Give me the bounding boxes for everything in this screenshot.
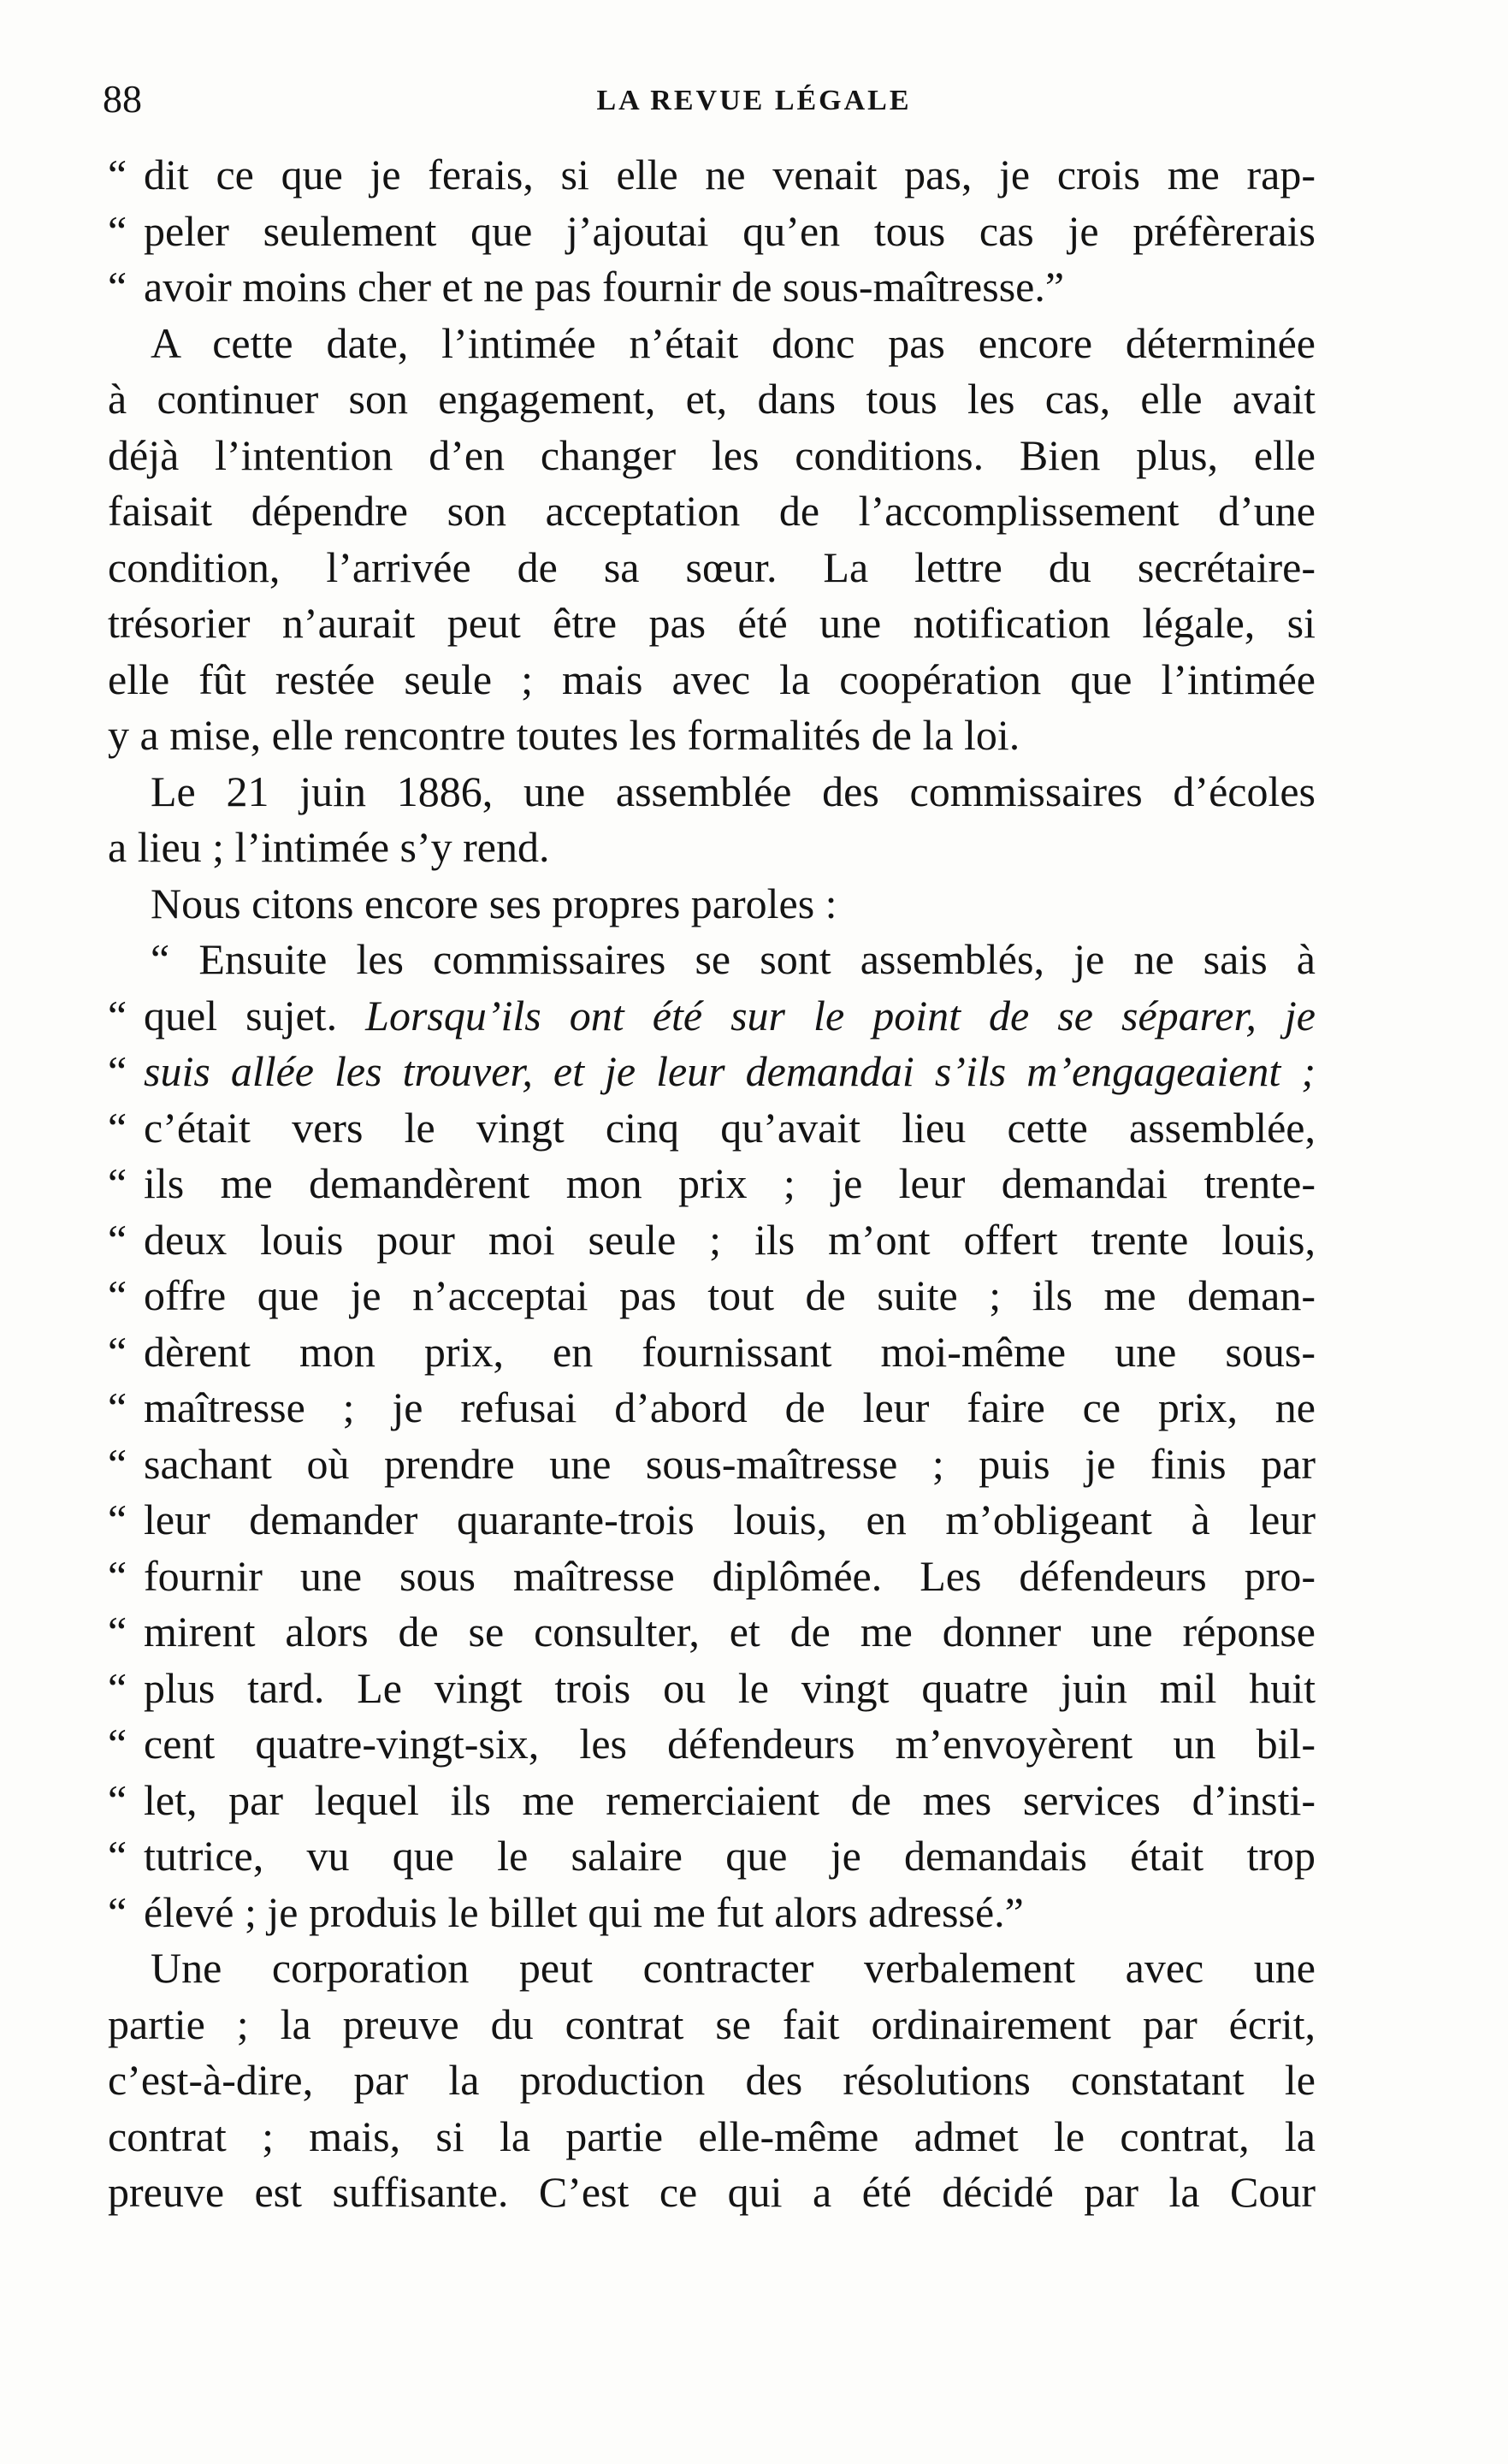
paragraph xyxy=(108,876,1316,933)
text-line xyxy=(108,1997,1316,2053)
line-text: c’était vers le vingt cinq qu’avait lieu cette assemblée, xyxy=(144,1103,1316,1152)
line-text: tutrice, vu que le salaire que je demandais était trop xyxy=(144,1832,1316,1880)
quotation-mark: “ xyxy=(108,206,127,255)
text-line xyxy=(108,204,1316,260)
line-text: Le 21 juin 1886, une assemblée des commissaires d’écoles xyxy=(108,767,1316,815)
line-text: let, par lequel ils me remerciaient de mes services d’insti- xyxy=(144,1775,1316,1824)
text-line xyxy=(108,1604,1316,1661)
line-text: dit ce que je ferais, si elle ne venait pas, je crois me rap- xyxy=(144,151,1316,198)
line-text: y a mise, elle rencontre toutes les formalités de la loi. xyxy=(108,711,1020,759)
line-text: c’est-à-dire, par la production des résolutions constatant le xyxy=(108,2056,1316,2104)
text-line xyxy=(108,1492,1316,1549)
quotation-mark: “ xyxy=(108,1551,127,1600)
line-text: élevé ; je produis le billet qui me fut alors adressé.” xyxy=(144,1887,1024,1936)
line-text: faisait dépendre son acceptation de l’accomplissement d’une xyxy=(108,487,1316,535)
line-text: sachant où prendre une sous-maîtresse ; puis je finis par xyxy=(144,1439,1316,1488)
line-text: contrat ; mais, si la partie elle-même admet le contrat, la xyxy=(108,2112,1316,2160)
text-line xyxy=(108,1661,1316,1717)
line-text: condition, l’arrivée de sa sœur. La lettre du secrétaire- xyxy=(108,542,1316,591)
quotation-mark: “ xyxy=(108,1496,127,1543)
text-line xyxy=(108,1212,1316,1269)
line-text: dèrent mon prix, en fournissant moi-même une sous- xyxy=(144,1327,1316,1376)
quotation-mark: “ xyxy=(108,991,127,1040)
text-line xyxy=(108,1549,1316,1605)
line-text: cent quatre-vingt-six, les défendeurs m’envoyèrent un bil- xyxy=(144,1720,1316,1768)
line-text: offre que je n’acceptai pas tout de suite ; ils me deman- xyxy=(144,1271,1316,1319)
line-text: ils me demandèrent mon prix ; je leur demandai trente- xyxy=(144,1159,1316,1207)
paragraph xyxy=(108,764,1316,876)
line-text: maîtresse ; je refusai d’abord de leur faire ce prix, ne xyxy=(144,1383,1316,1431)
quotation-mark: “ xyxy=(108,1608,127,1656)
line-text: partie ; la preuve du contrat se fait ordinairement par écrit, xyxy=(108,1999,1316,2048)
text-line xyxy=(108,1828,1316,1885)
text-line xyxy=(108,1380,1316,1436)
quotation-mark: “ xyxy=(108,1775,127,1824)
text-line xyxy=(108,1100,1316,1157)
text-line xyxy=(108,764,1316,820)
text-line xyxy=(108,2165,1316,2221)
text-line xyxy=(108,2109,1316,2165)
paragraph xyxy=(108,147,1316,316)
text-line xyxy=(108,708,1316,764)
quotation-mark: “ xyxy=(108,1327,127,1376)
text-line xyxy=(108,316,1316,372)
text-line xyxy=(108,1268,1316,1324)
text-line xyxy=(108,876,1316,933)
quotation-mark: “ xyxy=(108,1215,127,1264)
page-number: 88 xyxy=(103,77,142,121)
line-text: deux louis pour moi seule ; ils m’ont offert trente louis, xyxy=(144,1215,1316,1264)
line-text: leur demander quarante-trois louis, en m’obligeant à leur xyxy=(144,1496,1316,1543)
line-text: avoir moins cher et ne pas fournir de sous-maîtresse.” xyxy=(144,263,1065,311)
text-line xyxy=(108,595,1316,652)
text-line xyxy=(108,1773,1316,1829)
quotation-mark: “ xyxy=(108,1271,127,1319)
text-line xyxy=(108,483,1316,540)
line-text: quel sujet. xyxy=(144,991,366,1040)
quotation-mark: “ xyxy=(108,263,127,311)
quotation-mark: “ xyxy=(108,1832,127,1880)
text-line xyxy=(108,988,1316,1045)
paragraph xyxy=(108,932,1316,1940)
quotation-mark: “ xyxy=(108,151,127,198)
line-text: peler seulement que j’ajoutai qu’en tous cas je préfèrerais xyxy=(144,206,1316,255)
text-line xyxy=(108,820,1316,876)
line-text: preuve est suffisante. C’est ce qui a été décidé par la Cour xyxy=(108,2168,1316,2216)
text-line xyxy=(108,1885,1316,1941)
line-text: A cette date, l’intimée n’était donc pas encore déterminée xyxy=(108,318,1316,367)
line-text: à continuer son engagement, et, dans tous les cas, elle avait xyxy=(108,375,1316,423)
quotation-mark: “ xyxy=(108,1383,127,1431)
line-text: Une corporation peut contracter verbalement avec une xyxy=(108,1944,1316,1992)
text-line xyxy=(108,428,1316,484)
page-header xyxy=(0,74,1508,125)
quotation-mark: “ xyxy=(108,1663,127,1712)
text-line xyxy=(108,1324,1316,1381)
quotation-mark: “ xyxy=(108,1047,127,1095)
text-line xyxy=(108,540,1316,596)
running-title: LA REVUE LÉGALE xyxy=(596,85,912,116)
italic-text: Lorsqu’ils ont été sur le point de se séparer, je xyxy=(365,991,1316,1040)
text-line xyxy=(108,652,1316,708)
line-text: fournir une sous maîtresse diplômée. Les défendeurs pro- xyxy=(144,1551,1316,1600)
quotation-mark: “ xyxy=(108,1103,127,1152)
text-line xyxy=(108,1156,1316,1212)
body-text xyxy=(108,147,1316,2221)
line-text: déjà l’intention d’en changer les conditions. Bien plus, elle xyxy=(108,430,1316,479)
line-text: “ Ensuite les commissaires se sont assemblés, je ne sais à xyxy=(108,935,1316,983)
quotation-mark: “ xyxy=(108,1439,127,1488)
line-text: plus tard. Le vingt trois ou le vingt quatre juin mil huit xyxy=(144,1663,1316,1712)
quotation-mark: “ xyxy=(108,1159,127,1207)
quotation-mark: “ xyxy=(108,1720,127,1768)
line-text: a lieu ; l’intimée s’y rend. xyxy=(108,823,550,871)
text-line xyxy=(108,1716,1316,1773)
text-line xyxy=(108,1940,1316,1997)
text-line xyxy=(108,2052,1316,2109)
italic-text: suis allée les trouver, et je leur demandai s’ils m’engageaient ; xyxy=(144,1047,1316,1095)
quotation-mark: “ xyxy=(108,1887,127,1936)
text-line xyxy=(108,1044,1316,1100)
line-text: elle fût restée seule ; mais avec la coopération que l’intimée xyxy=(108,654,1316,703)
paragraph xyxy=(108,1940,1316,2221)
text-line xyxy=(108,259,1316,316)
line-text: trésorier n’aurait peut être pas été une notification légale, si xyxy=(108,599,1316,647)
line-text: Nous citons encore ses propres paroles : xyxy=(108,879,837,927)
text-line xyxy=(108,147,1316,204)
text-line xyxy=(108,1436,1316,1493)
text-line xyxy=(108,932,1316,988)
text-line xyxy=(108,371,1316,428)
paragraph xyxy=(108,316,1316,764)
line-text: mirent alors de se consulter, et de me donner une réponse xyxy=(144,1608,1316,1656)
